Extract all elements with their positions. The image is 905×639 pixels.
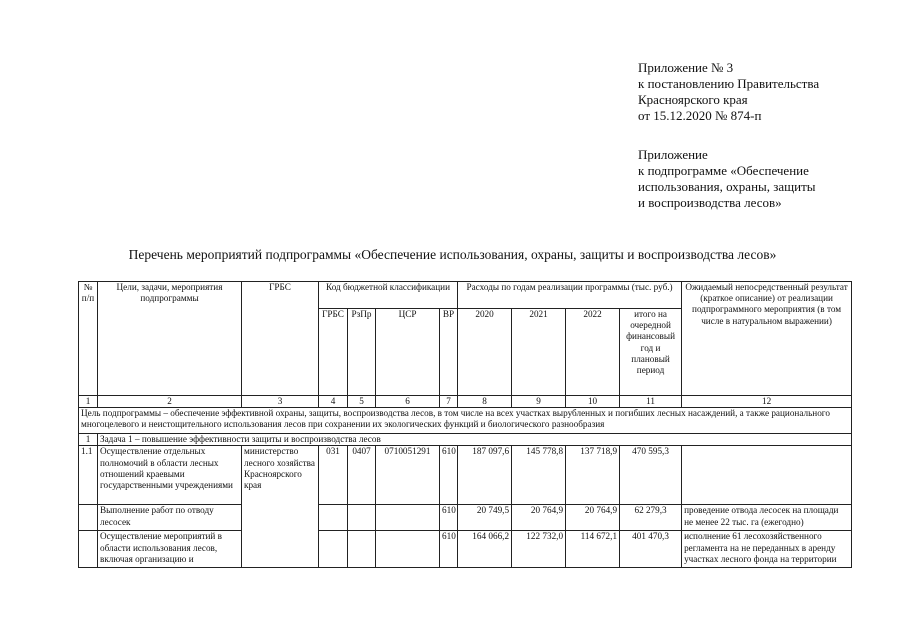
header-grbs: ГРБС — [242, 282, 319, 396]
row-result: проведение отвода лесосек на площади не менее 22 тыс. га (ежегодно) — [682, 505, 852, 531]
row-2021: 145 778,8 — [512, 446, 566, 505]
appendix-line: к постановлению Правительства — [638, 76, 820, 91]
task-text: Задача 1 – повышение эффективности защиты и воспроизводства лесов — [98, 434, 852, 446]
header-expenses: Расходы по годам реализации программы (тыс. руб.) — [458, 282, 682, 309]
row-csr — [376, 505, 440, 531]
row-code-grbs — [319, 531, 348, 568]
subheader-grbs: ГРБС — [319, 309, 348, 396]
subappendix-line: к подпрограмме «Обеспечение — [638, 163, 809, 178]
header-result: Ожидаемый непосредственный результат (краткое описание) от реализации подпрограммного мероприятия (в том числе в натуральном выражении) — [682, 282, 852, 396]
subheader-vr: ВР — [440, 309, 458, 396]
row-text: Выполнение работ по отводу лесосек — [98, 505, 242, 531]
subheader-total: итого на очередной финансовый год и плановый период — [620, 309, 682, 396]
row-rzpr — [348, 505, 376, 531]
column-number: 9 — [512, 396, 566, 408]
row-code-grbs: 031 — [319, 446, 348, 505]
task-row — [79, 434, 852, 446]
column-number: 8 — [458, 396, 512, 408]
column-number: 4 — [319, 396, 348, 408]
subappendix-block — [638, 147, 898, 211]
column-number: 6 — [376, 396, 440, 408]
row-rzpr: 0407 — [348, 446, 376, 505]
table-row — [79, 505, 852, 531]
column-number: 5 — [348, 396, 376, 408]
appendix-block — [638, 60, 898, 124]
column-number: 12 — [682, 396, 852, 408]
row-result: исполнение 61 лесохозяйственного регламента на не переданных в аренду участках лесного фонда на территории — [682, 531, 852, 568]
column-number: 7 — [440, 396, 458, 408]
row-code-grbs — [319, 505, 348, 531]
row-text: Осуществление отдельных полномочий в области лесных отношений краевыми государственными учреждениями — [98, 446, 242, 505]
row-rzpr — [348, 531, 376, 568]
measures-table — [78, 281, 852, 568]
row-vr: 610 — [440, 531, 458, 568]
subappendix-line: и воспроизводства лесов» — [638, 195, 782, 210]
appendix-line: Красноярского края — [638, 92, 748, 107]
row-num — [79, 505, 98, 531]
row-total: 470 595,3 — [620, 446, 682, 505]
row-grbs: министерство лесного хозяйства Красноярского края — [242, 446, 319, 568]
row-text: Осуществление мероприятий в области использования лесов, включая организацию и — [98, 531, 242, 568]
row-2020: 20 749,5 — [458, 505, 512, 531]
row-total: 401 470,3 — [620, 531, 682, 568]
table-row — [79, 531, 852, 568]
column-number: 11 — [620, 396, 682, 408]
subheader-csr: ЦСР — [376, 309, 440, 396]
row-result — [682, 446, 852, 505]
row-2022: 137 718,9 — [566, 446, 620, 505]
appendix-line: от 15.12.2020 № 874-п — [638, 108, 762, 123]
subheader-rzpr: РзПр — [348, 309, 376, 396]
table-row — [79, 446, 852, 505]
row-vr: 610 — [440, 505, 458, 531]
row-2021: 122 732,0 — [512, 531, 566, 568]
goal-text: Цель подпрограммы – обеспечение эффективной охраны, защиты, воспроизводства лесов, в том числе на всех участках вырубленных и погибших лесных насаждений, а также рационального многоцелевого и неистощительного использования лесов при сохранении их экологических функций и биологического разнообразия — [79, 408, 852, 434]
row-csr: 0710051291 — [376, 446, 440, 505]
subheader-2022: 2022 — [566, 309, 620, 396]
subheader-2021: 2021 — [512, 309, 566, 396]
column-number: 2 — [98, 396, 242, 408]
column-number: 3 — [242, 396, 319, 408]
row-csr — [376, 531, 440, 568]
column-number: 1 — [79, 396, 98, 408]
task-num: 1 — [79, 434, 98, 446]
goal-row — [79, 408, 852, 434]
column-number: 10 — [566, 396, 620, 408]
subappendix-line: Приложение — [638, 147, 708, 162]
row-2021: 20 764,9 — [512, 505, 566, 531]
document-title: Перечень мероприятий подпрограммы «Обеспечение использования, охраны, защиты и воспроизводства лесов» — [128, 247, 777, 262]
row-total: 62 279,3 — [620, 505, 682, 531]
column-number-row — [79, 396, 852, 408]
subheader-2020: 2020 — [458, 309, 512, 396]
row-2020: 164 066,2 — [458, 531, 512, 568]
subappendix-line: использования, охраны, защиты — [638, 179, 816, 194]
header-num: № п/п — [79, 282, 98, 396]
row-num: 1.1 — [79, 446, 98, 505]
header-budget-code: Код бюджетной классификации — [319, 282, 458, 309]
header-row — [79, 282, 852, 309]
row-2020: 187 097,6 — [458, 446, 512, 505]
row-vr: 610 — [440, 446, 458, 505]
row-num — [79, 531, 98, 568]
header-goals: Цели, задачи, мероприятия подпрограммы — [98, 282, 242, 396]
row-2022: 20 764,9 — [566, 505, 620, 531]
row-2022: 114 672,1 — [566, 531, 620, 568]
appendix-line: Приложение № 3 — [638, 60, 734, 75]
